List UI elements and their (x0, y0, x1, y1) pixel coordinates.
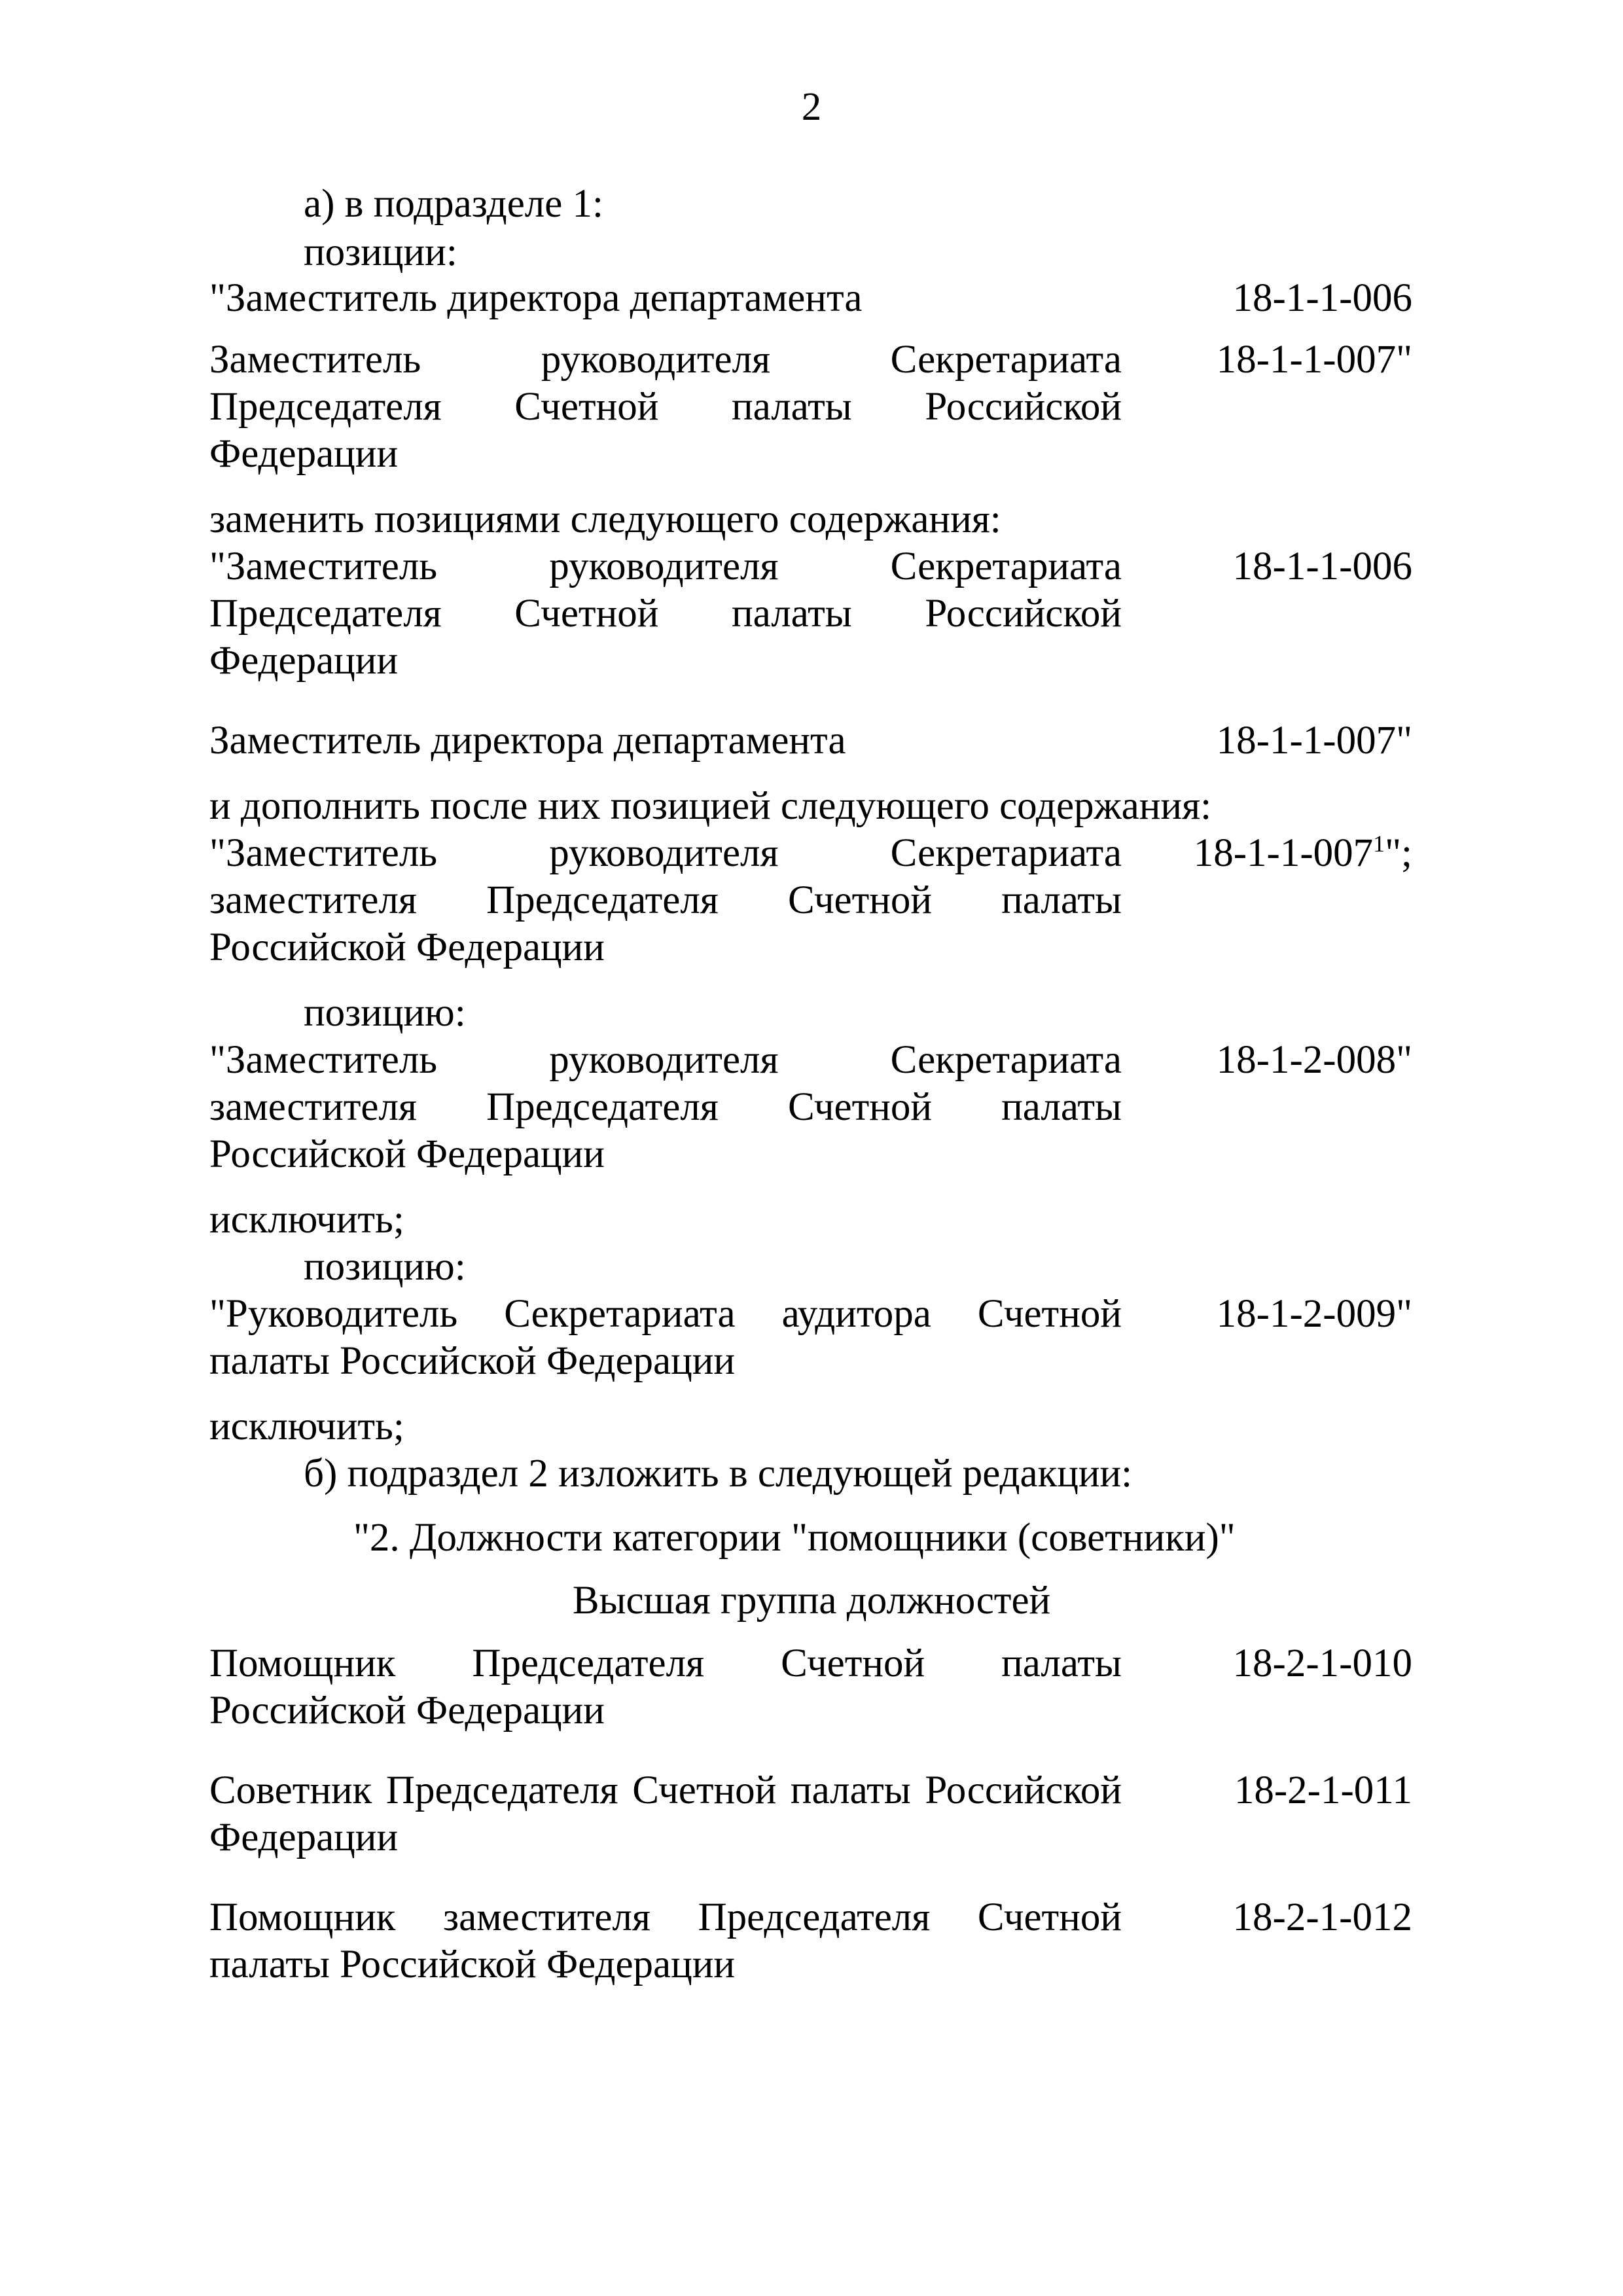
add-instruction: и дополнить после них позицией следующего содержания: (209, 784, 1212, 828)
item-a-heading: а) в подразделе 1: (304, 182, 604, 226)
added-position-code-tail: "; (1385, 831, 1412, 875)
s2-position-1-line-1: Помощник Председателя Счетной палаты (209, 1641, 1122, 1685)
added-position-code (1122, 830, 1412, 877)
added-position-line-3: Российской Федерации (209, 925, 605, 969)
exclusion-2-line-2: палаты Российской Федерации (209, 1339, 736, 1383)
exclusion-2-action: исключить; (209, 1405, 404, 1448)
old-position-2-code: 18-1-1-007" (1216, 338, 1412, 382)
item-b-heading: б) подраздел 2 изложить в следующей редакции: (304, 1452, 1133, 1496)
old-position-2-line-1: Заместитель руководителя Секретариата (209, 338, 1122, 382)
old-position-1-code: 18-1-1-006 (1232, 276, 1412, 320)
s2-position-3-line-2: палаты Российской Федерации (209, 1943, 736, 1986)
s2-position-2-line-1: Советник Председателя Счетной палаты Российской (209, 1768, 1122, 1812)
s2-position-2-code: 18-2-1-011 (1234, 1768, 1412, 1812)
replace-instruction: заменить позициями следующего содержания: (209, 497, 1001, 541)
new-position-2-code: 18-1-1-007" (1216, 719, 1412, 762)
added-position-code-superscript: 1 (1373, 831, 1385, 857)
section-2-title: "2. Должности категории "помощники (советники)" (353, 1516, 1236, 1560)
s2-position-3-line-1: Помощник заместителя Председателя Счетной (209, 1895, 1122, 1939)
old-position-2-line-3: Федерации (209, 432, 399, 476)
s2-position-1-line-2: Российской Федерации (209, 1689, 605, 1732)
s2-position-1-code: 18-2-1-010 (1232, 1641, 1412, 1685)
added-position-code-main: 18-1-1-007 (1193, 831, 1374, 875)
new-position-1-code: 18-1-1-006 (1232, 545, 1412, 588)
positions-label: позиции: (304, 230, 457, 274)
s2-position-3-code: 18-2-1-012 (1232, 1895, 1412, 1939)
exclusion-2-label: позицию: (304, 1245, 466, 1289)
page-number: 2 (801, 85, 822, 129)
exclusion-1-line-1: "Заместитель руководителя Секретариата (209, 1038, 1122, 1082)
new-position-1-line-2: Председателя Счетной палаты Российской (209, 592, 1122, 636)
s2-position-2-line-2: Федерации (209, 1816, 399, 1859)
exclusion-1-code: 18-1-2-008" (1216, 1038, 1412, 1082)
added-position-line-2: заместителя Председателя Счетной палаты (209, 878, 1122, 922)
exclusion-1-label: позицию: (304, 991, 466, 1035)
new-position-2-title: Заместитель директора департамента (209, 719, 846, 762)
exclusion-1-line-2: заместителя Председателя Счетной палаты (209, 1085, 1122, 1129)
group-title: Высшая группа должностей (572, 1579, 1051, 1623)
added-position-line-1: "Заместитель руководителя Секретариата (209, 831, 1122, 875)
old-position-2-line-2: Председателя Счетной палаты Российской (209, 385, 1122, 429)
exclusion-1-line-3: Российской Федерации (209, 1132, 605, 1176)
exclusion-2-line-1: "Руководитель Секретариата аудитора Счетной (209, 1292, 1122, 1336)
old-position-1-title: "Заместитель директора департамента (209, 276, 863, 320)
exclusion-1-action: исключить; (209, 1198, 404, 1242)
new-position-1-line-3: Федерации (209, 639, 399, 683)
new-position-1-line-1: "Заместитель руководителя Секретариата (209, 545, 1122, 588)
exclusion-2-code: 18-1-2-009" (1216, 1292, 1412, 1336)
